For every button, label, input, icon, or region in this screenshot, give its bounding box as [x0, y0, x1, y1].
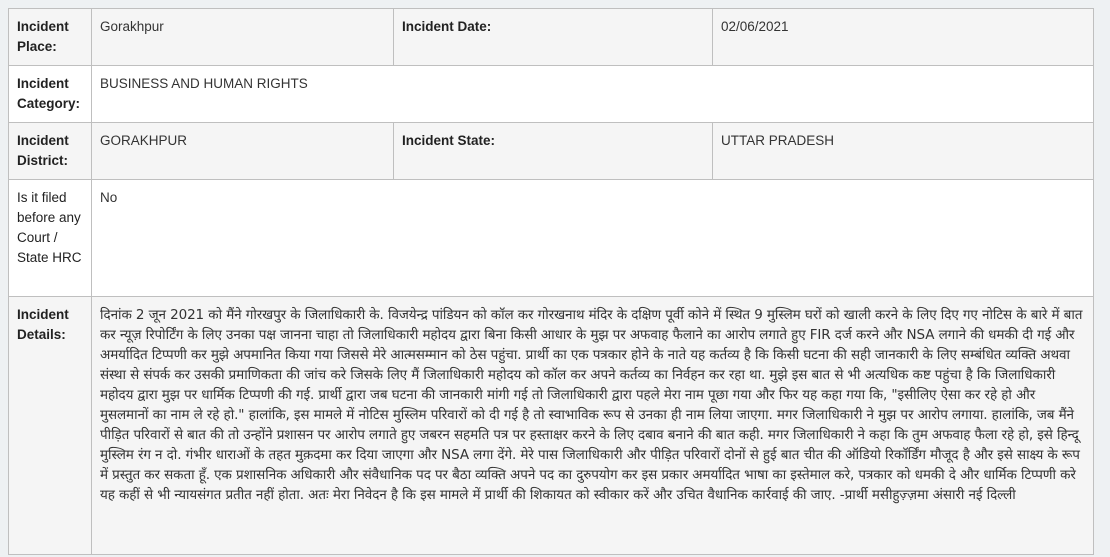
incident-details-value: दिनांक 2 जून 2021 को मैंने गोरखपुर के जिलाधिकारी के. विजयेन्द्र पांडियन को कॉल कर गोरखनाथ मंदिर के दक्षिण पूर्वी कोने में स्थित 9 मुस्लिम घरों को खाली करने के लिए दिए गए नोटिस के बारे में बात कर न्यूज़ रिपोर्टिंग के लिए उनका पक्ष जानना चाहा तो जिलाधिकारी महोदय द्वारा बिना किसी आधार के मुझ पर अफवाह फैलाने का आरोप लगाते हुए FIR दर्ज करने और NSA लगाने की धमकी दी गई और अमर्यादित टिप्पणी कर मुझे अपमानित किया गया जिससे मेरे आत्मसम्मान को ठेस पहुंचा. प्रार्थी का एक पत्रकार होने के नाते यह कर्तव्य है कि किसी घटना की सही जानकारी के लिए सम्बंधित व्यक्ति अथवा संस्था से संपर्क कर उसकी प्रमाणिकता की जांच करे जिसके लिए मैं जिलाधिकारी महोदय को कॉल कर अपने कर्तव्य का निर्वहन कर रहा था. मुझे इस बात से भी अत्यधिक कष्ट पहुंचा है कि जिलाधिकारी महोदय द्वारा मुझ पर धार्मिक टिप्पणी की गई. प्रार्थी द्वारा जब घटना की जानकारी मांगी गई तो जिलाधिकारी द्वारा पहले मेरा नाम पूछा गया और फिर यह कहा गया कि, "इसीलिए ऐसा कर रहे हो और मुसलमानों का नाम ले रहे हो." हालांकि, इस मामले में नोटिस मुस्लिम परिवारों को दी गई है तो स्वाभाविक रूप से उनका ही नाम लिया जाएगा. मगर जिलाधिकारी ने मुझ पर आरोप लगाया. हालांकि, जब मैंने पीड़ित परिवारों से बात की तो उन्होंने प्रशासन पर आरोप लगाते हुए जबरन सहमति पत्र पर हस्ताक्षर करने के लिए दबाव बनाने की बात कही. मगर जिलाधिकारी ने कहा कि तुम अफवाह फैला रहे हो, इसे हिन्दू मुस्लिम रंग न दो. गंभीर धाराओं के तहत मुक़दमा कर दिया जाएगा और NSA लगा देंगे. मेरे पास जिलाधिकारी और पीड़ित परिवारों दोनों से हुई बात चीत की ऑडियो रिकॉर्डिंग मौजूद है और इसे साक्ष्य के रूप में प्रस्तुत कर सकता हूँ. एक प्रशासनिक अधिकारी और संवैधानिक पद पर बैठा व्यक्ति अपने पद का दुरुपयोग कर इस प्रकार अमर्यादित भाषा का इस्तेमाल करे, पत्रकार को धमकी दे और धार्मिक टिप्पणी करे यह कहीं से भी न्यायसंगत प्रतीत नहीं होता. अतः मेरा निवेदन है कि इस मामले में प्रार्थी की शिकायत को स्वीकार करें और उचित वैधानिक कार्रवाई की जाए. -प्रार्थी मसीहुज़्ज़मा अंसारी नई दिल्ली: [92, 297, 1094, 555]
incident-district-value: GORAKHPUR: [92, 123, 394, 180]
row-incident-place: [9, 9, 1094, 66]
filed-before-court-value: No: [92, 180, 1094, 297]
incident-details-label: Incident Details:: [9, 297, 92, 555]
incident-state-value: UTTAR PRADESH: [713, 123, 1094, 180]
incident-date-value: 02/06/2021: [713, 9, 1094, 66]
incident-district-label: Incident District:: [9, 123, 92, 180]
incident-state-label: Incident State:: [394, 123, 713, 180]
incident-category-value: BUSINESS AND HUMAN RIGHTS: [92, 66, 1094, 123]
incident-category-label: Incident Category:: [9, 66, 92, 123]
row-filed-before-court: [9, 180, 1094, 297]
row-incident-category: [9, 66, 1094, 123]
incident-panel: [8, 8, 1093, 555]
incident-date-label: Incident Date:: [394, 9, 713, 66]
incident-place-label: Incident Place:: [9, 9, 92, 66]
incident-table: [8, 8, 1094, 555]
row-incident-details: [9, 297, 1094, 555]
row-incident-district: [9, 123, 1094, 180]
filed-before-court-label: Is it filed before any Court / State HRC: [9, 180, 92, 297]
incident-place-value: Gorakhpur: [92, 9, 394, 66]
